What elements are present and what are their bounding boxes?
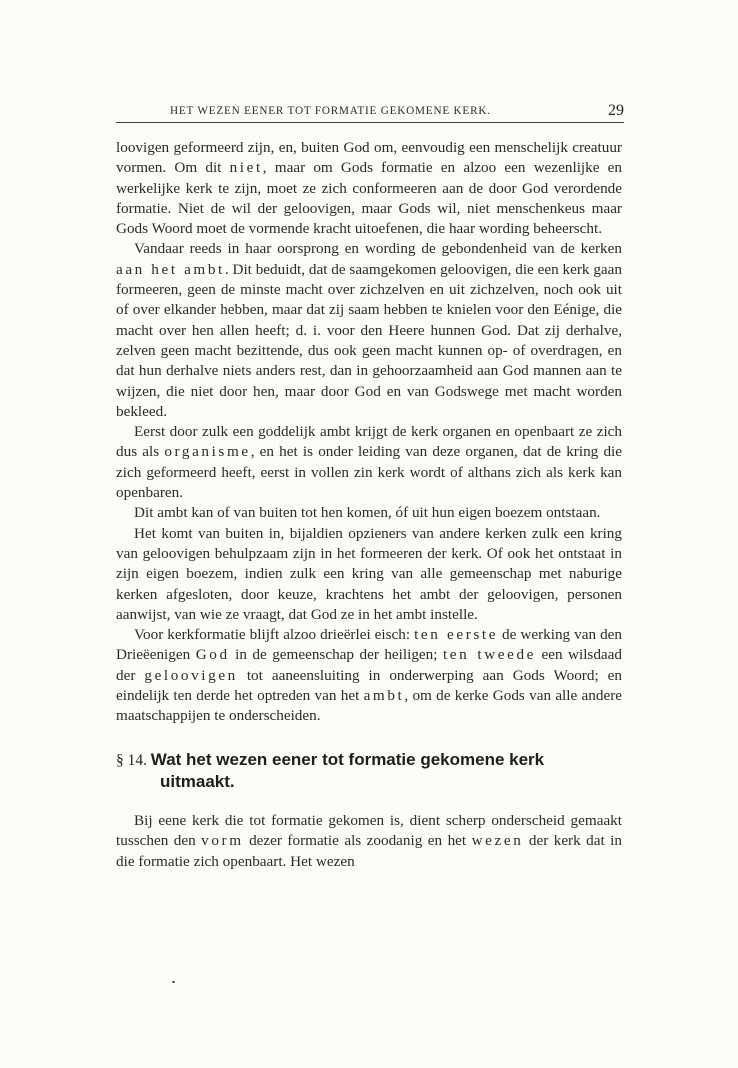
paragraph-2: Vandaar reeds in haar oorsprong en wording de gebondenheid van de kerken aan het ambt. Dit beduidt, dat de saamgekomen geloovigen, die een kerk gaan formeeren, geen de minste macht over zichzelven en uit zichzelven, noch ook uit of over elkander hebben, maar dat zij saam hebben te knielen voor den Eénige, die macht over hen allen heeft; d. i. voor den Heere hunnen God. Dat zij derhalve, zelven geen macht bezittende, dus ook geen macht kunnen op- of overdragen, en dat hun derhalve niets anders rest, dan in gehoorzaamheid aan God mannen aan te wijzen, die niet door hen, maar door God en van Godswege met macht worden bekleed.: [116, 240, 623, 420]
spaced-emphasis: ambt: [363, 687, 405, 705]
spaced-emphasis: aan het ambt: [116, 260, 225, 278]
spaced-emphasis: ten tweede: [442, 646, 536, 664]
spaced-emphasis: ten eerste: [414, 626, 499, 644]
spaced-emphasis: God: [195, 646, 230, 664]
spaced-emphasis: wezen: [471, 832, 524, 850]
header-rule: [116, 122, 624, 123]
section-title-line-1: Wat het wezen eener tot formatie gekomene kerk: [150, 749, 545, 769]
spaced-emphasis: geloovigen: [144, 666, 238, 684]
page-number: 29: [608, 102, 624, 119]
ink-speck: [172, 981, 175, 983]
paragraph-1: loovigen geformeerd zijn, en, buiten God om, eenvoudig een menschelijk creatuur vormen. Om dit niet, maar om Gods formatie en alzoo een wezenlijke en werkelijke kerk te zijn, moet ze zich conformeeren aan de door God verordende formatie. Niet de wil der geloovigen, maar Gods wil, niet menschenkeus maar Gods Woord moet de vormende kracht uitoefenen, die haar wording beheerscht.: [116, 139, 622, 238]
body-text: [116, 138, 622, 872]
spaced-emphasis: organisme: [164, 443, 251, 461]
paragraph-3: Eerst door zulk een goddelijk ambt krijgt de kerk organen en openbaart ze zich dus als organisme, en het is onder leiding van deze organen, dat de kring die zich geformeerd heeft, eerst in vollen zin kerk wordt of althans zich als kerk kan openbaren.: [116, 423, 622, 502]
running-head: HET WEZEN EENER TOT FORMATIE GEKOMENE KERK.: [170, 105, 491, 117]
paragraph-5: Het komt van buiten in, bijaldien opzieners van andere kerken zulk een kring van geloovigen behulpzaam zijn in het formeeren der kerk. Of ook het ontstaat in zijn eigen boezem, indien zulk een kring van alle gemeenschap met naburige kerken afgesloten, door keuze, krachtens het ambt der geloovigen, personen aanwijst, van wie ze vraagt, dat God ze in het ambt instelle.: [116, 524, 622, 623]
paragraph-4: Dit ambt kan of van buiten tot hen komen, óf uit hun eigen boezem ontstaan.: [134, 504, 601, 522]
paragraph-7: Bij eene kerk die tot formatie gekomen is, dient scherp onderscheid gemaakt tusschen den vorm dezer formatie als zoodanig en het wezen der kerk dat in die formatie zich openbaart. Het wezen: [116, 811, 622, 870]
paragraph-6: Voor kerkformatie blijft alzoo drieërlei eisch: ten eerste de werking van den Drieëenigen God in de gemeenschap der heiligen; ten tweede een wilsdaad der geloovigen tot aaneensluiting in onderwerping aan Gods Woord; en eindelijk ten derde het optreden van het ambt, om de kerke Gods van alle andere maatschappijen te onderscheiden.: [116, 626, 622, 725]
section-number: § 14.: [116, 751, 147, 769]
section-title-line-2: uitmaakt.: [160, 771, 235, 791]
spaced-emphasis: niet: [229, 159, 263, 177]
page-header: [116, 102, 624, 122]
section-heading: [116, 749, 622, 793]
spaced-emphasis: vorm: [201, 832, 244, 850]
